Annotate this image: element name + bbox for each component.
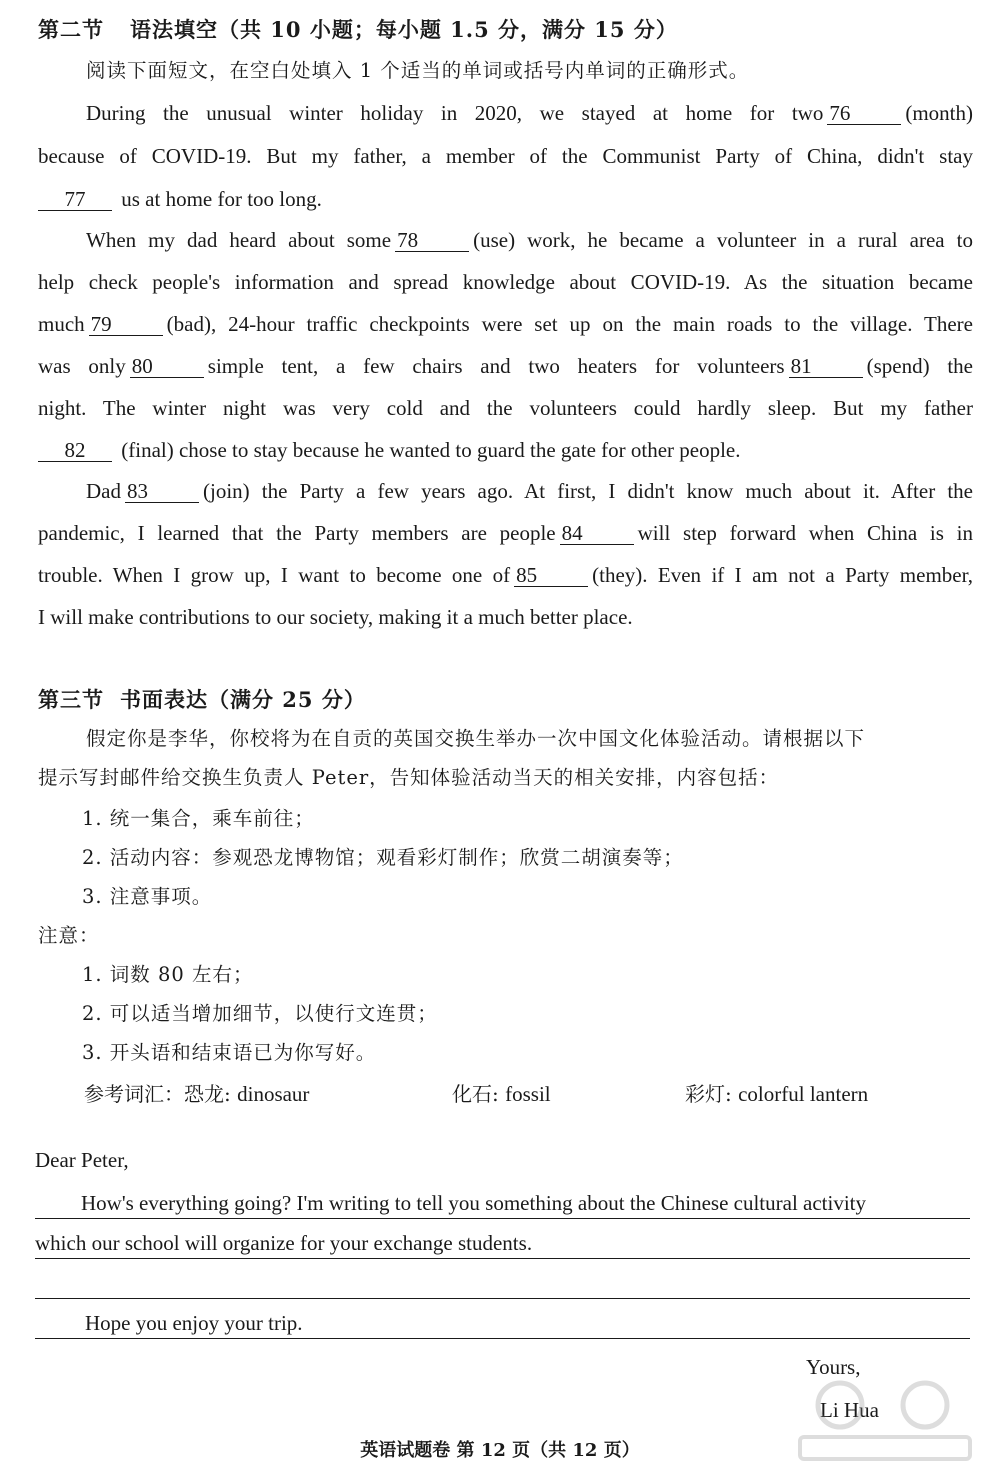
section2-number: 第二节 <box>38 17 104 42</box>
text-fragment: (month) <box>905 101 973 125</box>
p3-line4: I will make contributions to our society, making it a much better place. <box>38 605 633 629</box>
note-item-2: 2. 可以适当增加细节，以使行文连贯； <box>82 1002 438 1025</box>
section2-instruction: 阅读下面短文，在空白处填入 1 个适当的单词或括号内单词的正确形式。 <box>86 59 750 82</box>
section3-heading <box>38 684 366 714</box>
vocab-label: 参考词汇： <box>84 1082 184 1106</box>
watermark-logo-icon <box>790 1375 980 1465</box>
letter-closing: Yours, <box>806 1355 861 1379</box>
blank-79[interactable]: 79 <box>89 313 163 336</box>
blank-82[interactable]: 82 <box>38 439 112 462</box>
content-item-2: 2. 活动内容：参观恐龙博物馆；观看彩灯制作；欣赏二胡演奏等； <box>82 846 684 869</box>
text-fragment: (they). Even if I am not a Party member, <box>592 563 974 587</box>
page-footer: 英语试题卷 第 12 页（共 12 页） <box>360 1440 640 1461</box>
note-item-1: 1. 词数 80 左右； <box>82 963 254 986</box>
text-fragment: simple tent, a few chairs and two heaters for volunteers <box>207 354 785 378</box>
section2-title: 语法填空（共 10 小题；每小题 1.5 分，满分 15 分） <box>130 17 678 42</box>
letter-greeting: Dear Peter, <box>35 1148 129 1172</box>
text-fragment: (final) chose to stay because he wanted to guard the gate for other people. <box>121 438 741 462</box>
text-fragment: us at home for too long. <box>121 187 322 211</box>
letter-line-4[interactable]: Hope you enjoy your trip. <box>35 1308 970 1339</box>
blank-77[interactable]: 77 <box>38 188 112 211</box>
text-fragment: trouble. When I grow up, I want to become one of <box>38 563 511 587</box>
p3-line3 <box>38 560 973 590</box>
text-fragment: When my dad heard about some <box>86 228 392 252</box>
p2-line5: night. The winter night was very cold and the volunteers could hardly sleep. But my father <box>38 396 973 420</box>
blank-78[interactable]: 78 <box>395 229 469 252</box>
p3-line2 <box>38 518 973 548</box>
p2-line4 <box>38 351 973 381</box>
letter-signature: Li Hua <box>820 1398 879 1422</box>
content-item-1: 1. 统一集合，乘车前往； <box>82 807 315 830</box>
blank-81[interactable]: 81 <box>789 355 863 378</box>
section3-number: 第三节 <box>38 687 104 712</box>
content-item-3: 3. 注意事项。 <box>82 885 213 908</box>
blank-84[interactable]: 84 <box>560 522 634 545</box>
vocab-row-2 <box>452 1078 551 1107</box>
text-fragment: was only <box>38 354 126 378</box>
text-fragment: will step forward when China is in <box>637 521 973 545</box>
section3-prompt-line2: 提示写封邮件给交换生负责人 Peter，告知体验活动当天的相关安排，内容包括： <box>38 766 780 789</box>
text-fragment: pandemic, I learned that the Party members are people <box>38 521 556 545</box>
blank-83[interactable]: 83 <box>125 480 199 503</box>
text-fragment: (use) work, he became a volunteer in a rural area to <box>473 228 973 252</box>
p1-line1 <box>86 98 973 128</box>
text-fragment: much <box>38 312 85 336</box>
blank-80[interactable]: 80 <box>130 355 204 378</box>
blank-85[interactable]: 85 <box>514 564 588 587</box>
text-fragment: (spend) the <box>866 354 973 378</box>
p2-line2: help check people's information and spread knowledge about COVID-19. As the situation became <box>38 270 973 294</box>
p2-line1 <box>86 225 973 255</box>
section3-title: 书面表达（满分 25 分） <box>120 687 366 712</box>
vocab-row-1 <box>84 1078 309 1107</box>
p3-line1 <box>86 476 973 506</box>
vocab-cn: 彩灯: <box>685 1082 732 1106</box>
text-fragment: During the unusual winter holiday in 2020, we stayed at home for two <box>86 101 824 125</box>
vocab-cn: 化石: <box>452 1082 499 1106</box>
p2-line6 <box>38 435 973 465</box>
letter-line-2[interactable]: which our school will organize for your exchange students. <box>35 1228 970 1259</box>
section3-prompt-line1: 假定你是李华，你校将为在自贡的英国交换生举办一次中国文化体验活动。请根据以下 <box>86 727 866 750</box>
note-item-3: 3. 开头语和结束语已为你写好。 <box>82 1041 377 1064</box>
p1-line3 <box>38 184 973 214</box>
text-fragment: Dad <box>86 479 121 503</box>
letter-line-3[interactable] <box>35 1268 970 1299</box>
letter-line-1[interactable]: How's everything going? I'm writing to tell you something about the Chinese cultural activity <box>35 1188 970 1219</box>
vocab-en: dinosaur <box>237 1082 310 1106</box>
p1-line2: because of COVID-19. But my father, a member of the Communist Party of China, didn't stay <box>38 144 973 168</box>
vocab-en: colorful lantern <box>738 1082 869 1106</box>
note-label: 注意： <box>38 924 100 947</box>
blank-76[interactable]: 76 <box>827 102 901 125</box>
vocab-cn: 恐龙: <box>184 1082 231 1106</box>
p2-line3 <box>38 309 973 339</box>
text-fragment: (bad), 24-hour traffic checkpoints were set up on the main roads to the village. There <box>166 312 973 336</box>
section2-heading <box>38 14 678 44</box>
vocab-row-3 <box>685 1078 868 1107</box>
vocab-en: fossil <box>505 1082 551 1106</box>
text-fragment: (join) the Party a few years ago. At first, I didn't know much about it. After the <box>203 479 973 503</box>
